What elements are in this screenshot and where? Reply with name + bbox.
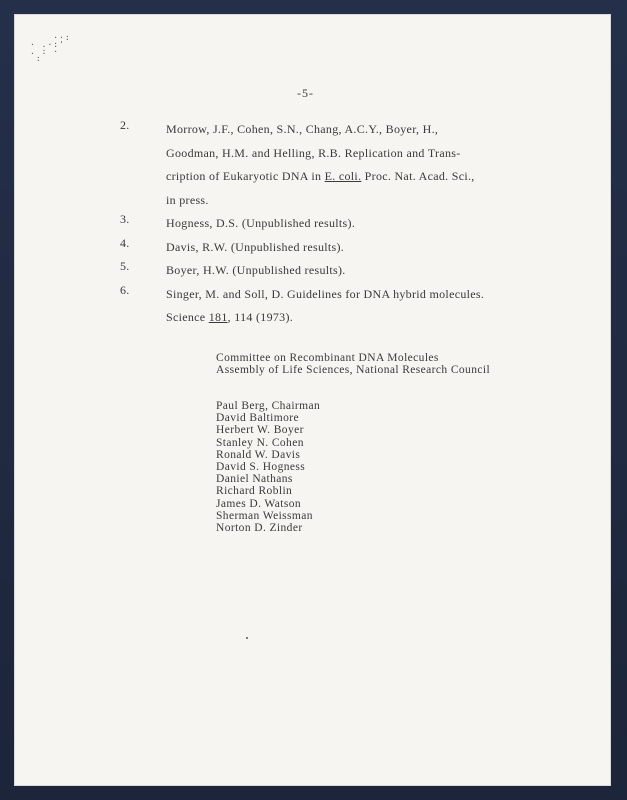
reference-line <box>166 118 570 142</box>
reference-text: Science <box>166 310 209 324</box>
reference-line <box>166 306 570 330</box>
committee-member: Richard Roblin <box>216 485 293 498</box>
reference-number: 6. <box>120 282 130 297</box>
reference-line <box>166 165 570 189</box>
reference-line <box>166 189 570 213</box>
reference-line <box>166 283 570 307</box>
reference-line <box>166 236 570 260</box>
document-page <box>14 14 611 786</box>
reference-text: , 114 (1973). <box>227 310 294 324</box>
committee-member: Herbert W. Boyer <box>216 424 304 437</box>
reference-number: 3. <box>120 212 130 226</box>
committee-name: Committee on Recombinant DNA Molecules <box>216 352 439 364</box>
reference-list <box>120 118 570 330</box>
committee-affiliation: Assembly of Life Sciences, National Research Council <box>216 363 491 376</box>
reference-text: Davis, R.W. (Unpublished results). <box>166 239 345 254</box>
underlined-text: E. coli. <box>324 169 362 183</box>
reference-text: cription of Eukaryotic DNA in <box>166 169 325 183</box>
member-list <box>216 400 320 534</box>
reference-text: Boyer, H.W. (Unpublished results). <box>166 263 346 277</box>
reference-text: Hogness, D.S. (Unpublished results). <box>166 216 356 230</box>
reference-number: 2. <box>120 118 130 132</box>
reference-text: Goodman, H.M. and Helling, R.B. Replication and Trans- <box>166 145 461 160</box>
committee-member: David Baltimore <box>216 412 299 425</box>
reference-line <box>166 142 570 166</box>
reference-text: Proc. Nat. Acad. Sci., <box>361 169 475 183</box>
committee-member: David S. Hogness <box>216 460 306 473</box>
reference-line <box>166 259 570 283</box>
underlined-text: 181 <box>208 310 228 324</box>
committee-member: Norton D. Zinder <box>216 521 303 534</box>
reference-text: Singer, M. and Soll, D. Guidelines for DNA hybrid molecules. <box>166 286 485 301</box>
reference-item <box>120 118 570 212</box>
reference-text: Morrow, J.F., Cohen, S.N., Chang, A.C.Y., Boyer, H., <box>166 122 439 136</box>
page-number: -5- <box>297 86 314 100</box>
reference-text: in press. <box>166 192 209 207</box>
reference-number: 4. <box>120 235 130 250</box>
reference-item <box>120 236 570 260</box>
reference-item <box>120 212 570 236</box>
committee-member: Ronald W. Davis <box>216 448 301 461</box>
reference-item <box>120 283 570 330</box>
committee-member: James D. Watson <box>216 497 302 510</box>
committee-member: Daniel Nathans <box>216 473 293 486</box>
ink-marks: ··: · .·:' . : · : <box>30 33 71 63</box>
committee-member: Paul Berg, Chairman <box>216 400 321 412</box>
reference-line <box>166 212 570 236</box>
committee-member: Stanley N. Cohen <box>216 436 304 449</box>
committee-member: Sherman Weissman <box>216 509 313 522</box>
reference-number: 5. <box>120 259 130 273</box>
reference-item <box>120 259 570 283</box>
stray-dot <box>246 637 248 639</box>
committee-heading <box>216 353 576 377</box>
